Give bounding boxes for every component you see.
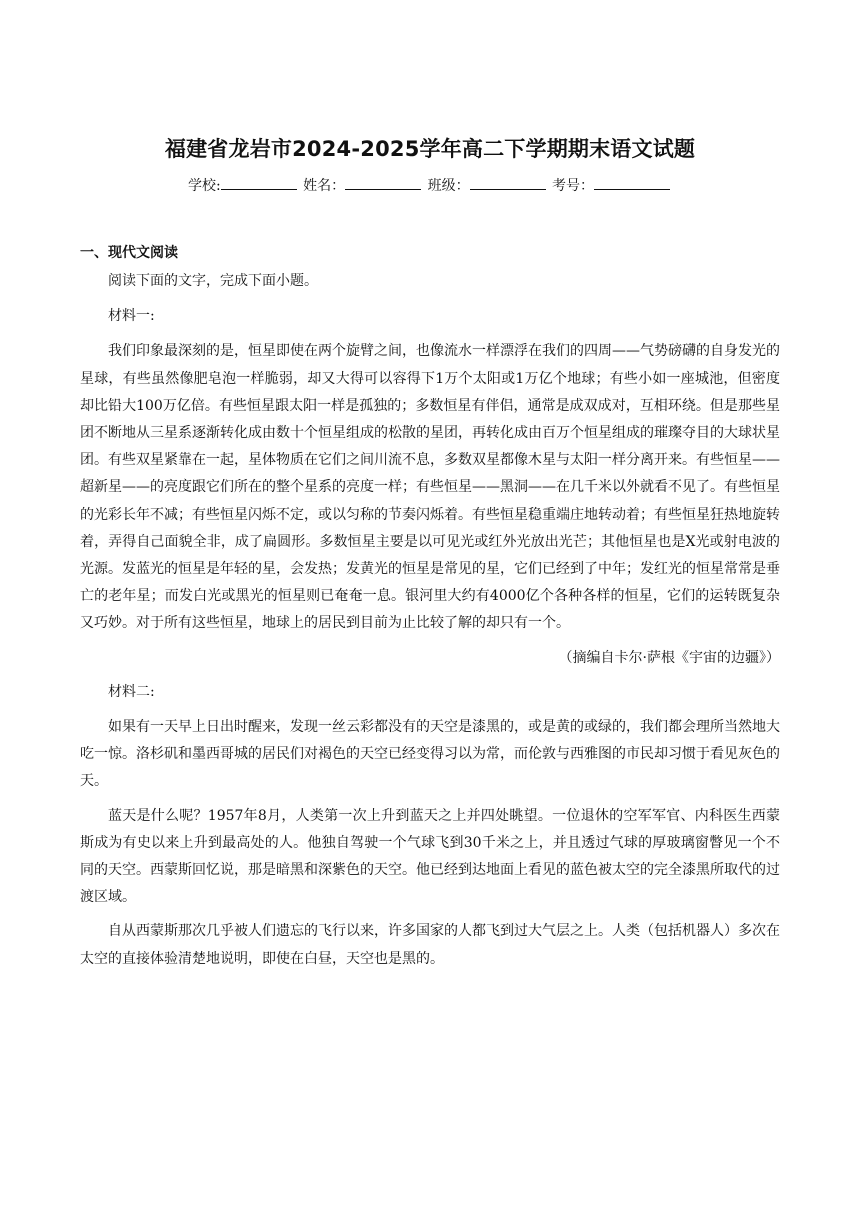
material2-paragraph: 蓝天是什么呢？1957年8月，人类第一次上升到蓝天之上并四处眺望。一位退休的空军军官、内科医生西蒙斯成为有史以来上升到最高处的人。他独自驾驶一个气球飞到30千米之上，并且透过气球的厚玻璃窗瞥见一个不同的天空。西蒙斯回忆说，那是暗黑和深紫色的天空。他已经到达地面上看见的蓝色被太空的完全漆黑所取代的过渡区域。 (80, 807, 780, 906)
name-blank[interactable] (345, 177, 421, 190)
name-label: 姓名： (303, 178, 346, 194)
material1-paragraph: 我们印象最深刻的是，恒星即使在两个旋臂之间，也像流水一样漂浮在我们的四周——气势磅礴的自身发光的星球，有些虽然像肥皂泡一样脆弱，却又大得可以容得下1万个太阳或1万亿个地球；有些小如一座城池，但密度却比铅大100万亿倍。有些恒星跟太阳一样是孤独的；多数恒星有伴侣，通常是成双成对，互相环绕。但是那些星团不断地从三星系逐渐转化成由数十个恒星组成的松散的星团，再转化成由百万个恒星组成的璀璨夺目的大球状星团。有些双星紧靠在一起，星体物质在它们之间川流不息，多数双星都像木星与太阳一样分离开来。有些恒星——超新星——的亮度跟它们所在的整个星系的亮度一样；有些恒星——黑洞——在几千米以外就看不见了。有些恒星的光彩长年不减；有些恒星闪烁不定，或以匀称的节奏闪烁着。有些恒星稳重端庄地转动着；有些恒星狂热地旋转着，弄得自己面貌全非，成了扁圆形。多数恒星主要是以可见光或红外光放出光芒；其他恒星也是X光或射电波的光源。发蓝光的恒星是年轻的星，会发热；发黄光的恒星是常见的星，它们已经到了中年；发红光的恒星常常是垂亡的老年星；而发白光或黑光的恒星则已奄奄一息。银河里大约有4000亿个各种各样的恒星，它们的运转既复杂又巧妙。对于所有这些恒星，地球上的居民到目前为止比较了解的却只有一个。 (80, 343, 780, 632)
reading-passage (80, 268, 780, 980)
section-heading: 一、现代文阅读 (80, 245, 178, 261)
name-field (303, 178, 427, 194)
material1-label: 材料一: (108, 308, 155, 325)
material1-source: （摘编自卡尔·萨根《宇宙的边疆》） (558, 649, 780, 666)
exam-number-label: 考号： (552, 178, 595, 194)
class-field (428, 178, 552, 194)
school-blank[interactable] (221, 177, 297, 190)
page-title: 福建省龙岩市2024-2025学年高二下学期期末语文试题 (164, 137, 696, 161)
class-blank[interactable] (470, 177, 546, 190)
class-label: 班级： (427, 178, 470, 194)
exam-number-blank[interactable] (594, 177, 670, 190)
school-field (188, 178, 303, 194)
material2-label: 材料二: (108, 683, 155, 700)
exam-number-field (552, 178, 672, 194)
instruction-text: 阅读下面的文字，完成下面小题。 (108, 273, 318, 289)
material2-paragraph: 如果有一天早上日出时醒来，发现一丝云彩都没有的天空是漆黑的，或是黄的或绿的，我们都会理所当然地大吃一惊。洛杉矶和墨西哥城的居民们对褐色的天空已经变得习以为常，而伦敦与西雅图的市民却习惯于看见灰色的天。 (80, 719, 780, 790)
school-label: 学校: (187, 178, 221, 194)
student-info-line (0, 175, 860, 195)
material2-paragraph: 自从西蒙斯那次几乎被人们遗忘的飞行以来，许多国家的人都飞到过大气层之上。人类（包括机器人）多次在太空的直接体验清楚地说明，即使在白昼，天空也是黑的。 (80, 923, 780, 967)
